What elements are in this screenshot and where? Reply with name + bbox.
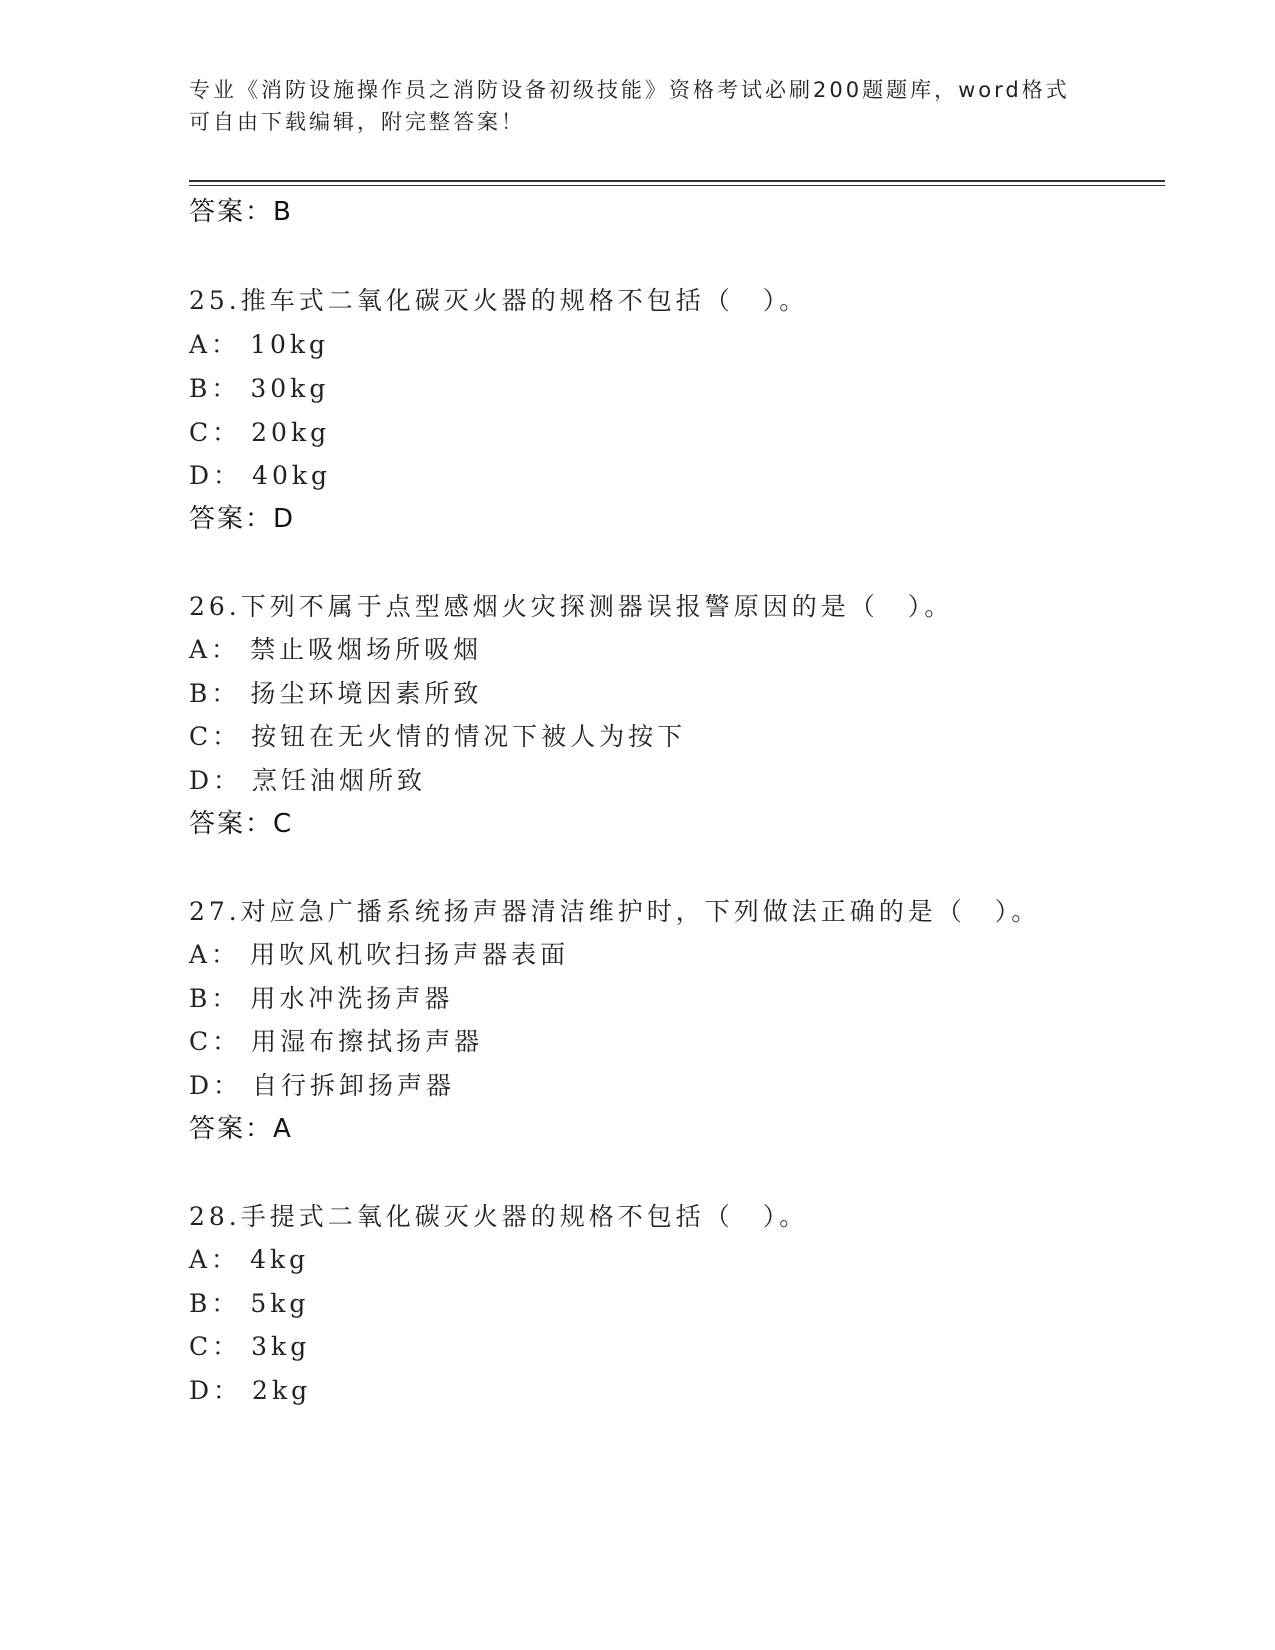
document-header: 专业《消防设施操作员之消防设备初级技能》资格考试必刷200题题库，word格式可自由下载编辑，附完整答案！ — [189, 78, 1070, 134]
question-stem: 26.下列不属于点型感烟火灾探测器误报警原因的是（ ）。 — [189, 592, 954, 621]
option-text: 4kg — [250, 1245, 310, 1274]
option-key: A： — [189, 635, 241, 664]
option-key: A： — [189, 330, 241, 359]
option-line — [189, 633, 482, 667]
option-line — [189, 459, 331, 493]
option-text: 3kg — [251, 1332, 311, 1361]
answer-line: 答案：B — [189, 197, 293, 227]
option-line — [189, 1330, 310, 1364]
answer-line: 答案：C — [189, 809, 294, 839]
option-text: 烹饪油烟所致 — [252, 766, 427, 795]
option-line — [189, 1287, 309, 1321]
option-text: 用吹风机吹扫扬声器表面 — [250, 940, 570, 969]
answer-line: 答案：D — [189, 504, 296, 534]
option-line — [189, 1374, 311, 1408]
option-text: 用水冲洗扬声器 — [250, 984, 454, 1013]
option-text: 40kg — [252, 461, 332, 490]
option-key: A： — [189, 940, 241, 969]
option-line — [189, 1069, 455, 1103]
option-key: D： — [189, 1376, 243, 1405]
option-line — [189, 372, 329, 406]
option-line — [189, 938, 569, 972]
option-text: 10kg — [250, 330, 330, 359]
option-key: B： — [189, 374, 241, 403]
option-line — [189, 328, 329, 362]
header-divider-thin — [189, 185, 1165, 186]
option-key: B： — [189, 1289, 241, 1318]
option-key: D： — [189, 766, 243, 795]
option-key: C： — [189, 1332, 242, 1361]
option-key: D： — [189, 461, 243, 490]
option-key: B： — [189, 984, 241, 1013]
header-divider-thick — [189, 180, 1165, 182]
option-line — [189, 982, 453, 1016]
question-stem: 28.手提式二氧化碳灭火器的规格不包括（ ）。 — [189, 1202, 809, 1231]
option-key: C： — [189, 1027, 242, 1056]
option-line — [189, 764, 426, 798]
answer-line: 答案：A — [189, 1114, 293, 1144]
option-key: A： — [189, 1245, 241, 1274]
option-text: 30kg — [250, 374, 330, 403]
option-line — [189, 677, 482, 711]
option-text: 扬尘环境因素所致 — [250, 679, 483, 708]
option-text: 用湿布擦拭扬声器 — [251, 1027, 484, 1056]
option-line — [189, 1025, 483, 1059]
option-text: 禁止吸烟场所吸烟 — [250, 635, 483, 664]
option-key: C： — [189, 418, 242, 447]
option-key: D： — [189, 1071, 243, 1100]
option-text: 2kg — [252, 1376, 312, 1405]
option-text: 自行拆卸扬声器 — [252, 1071, 456, 1100]
option-line — [189, 1243, 309, 1277]
option-text: 20kg — [251, 418, 331, 447]
option-line — [189, 416, 330, 450]
question-stem: 25.推车式二氧化碳灭火器的规格不包括（ ）。 — [189, 286, 809, 315]
option-key: C： — [189, 722, 242, 751]
option-line — [189, 720, 686, 754]
option-text: 5kg — [250, 1289, 310, 1318]
option-key: B： — [189, 679, 241, 708]
option-text: 按钮在无火情的情况下被人为按下 — [251, 722, 687, 751]
question-stem: 27.对应急广播系统扬声器清洁维护时，下列做法正确的是（ ）。 — [189, 897, 1041, 926]
